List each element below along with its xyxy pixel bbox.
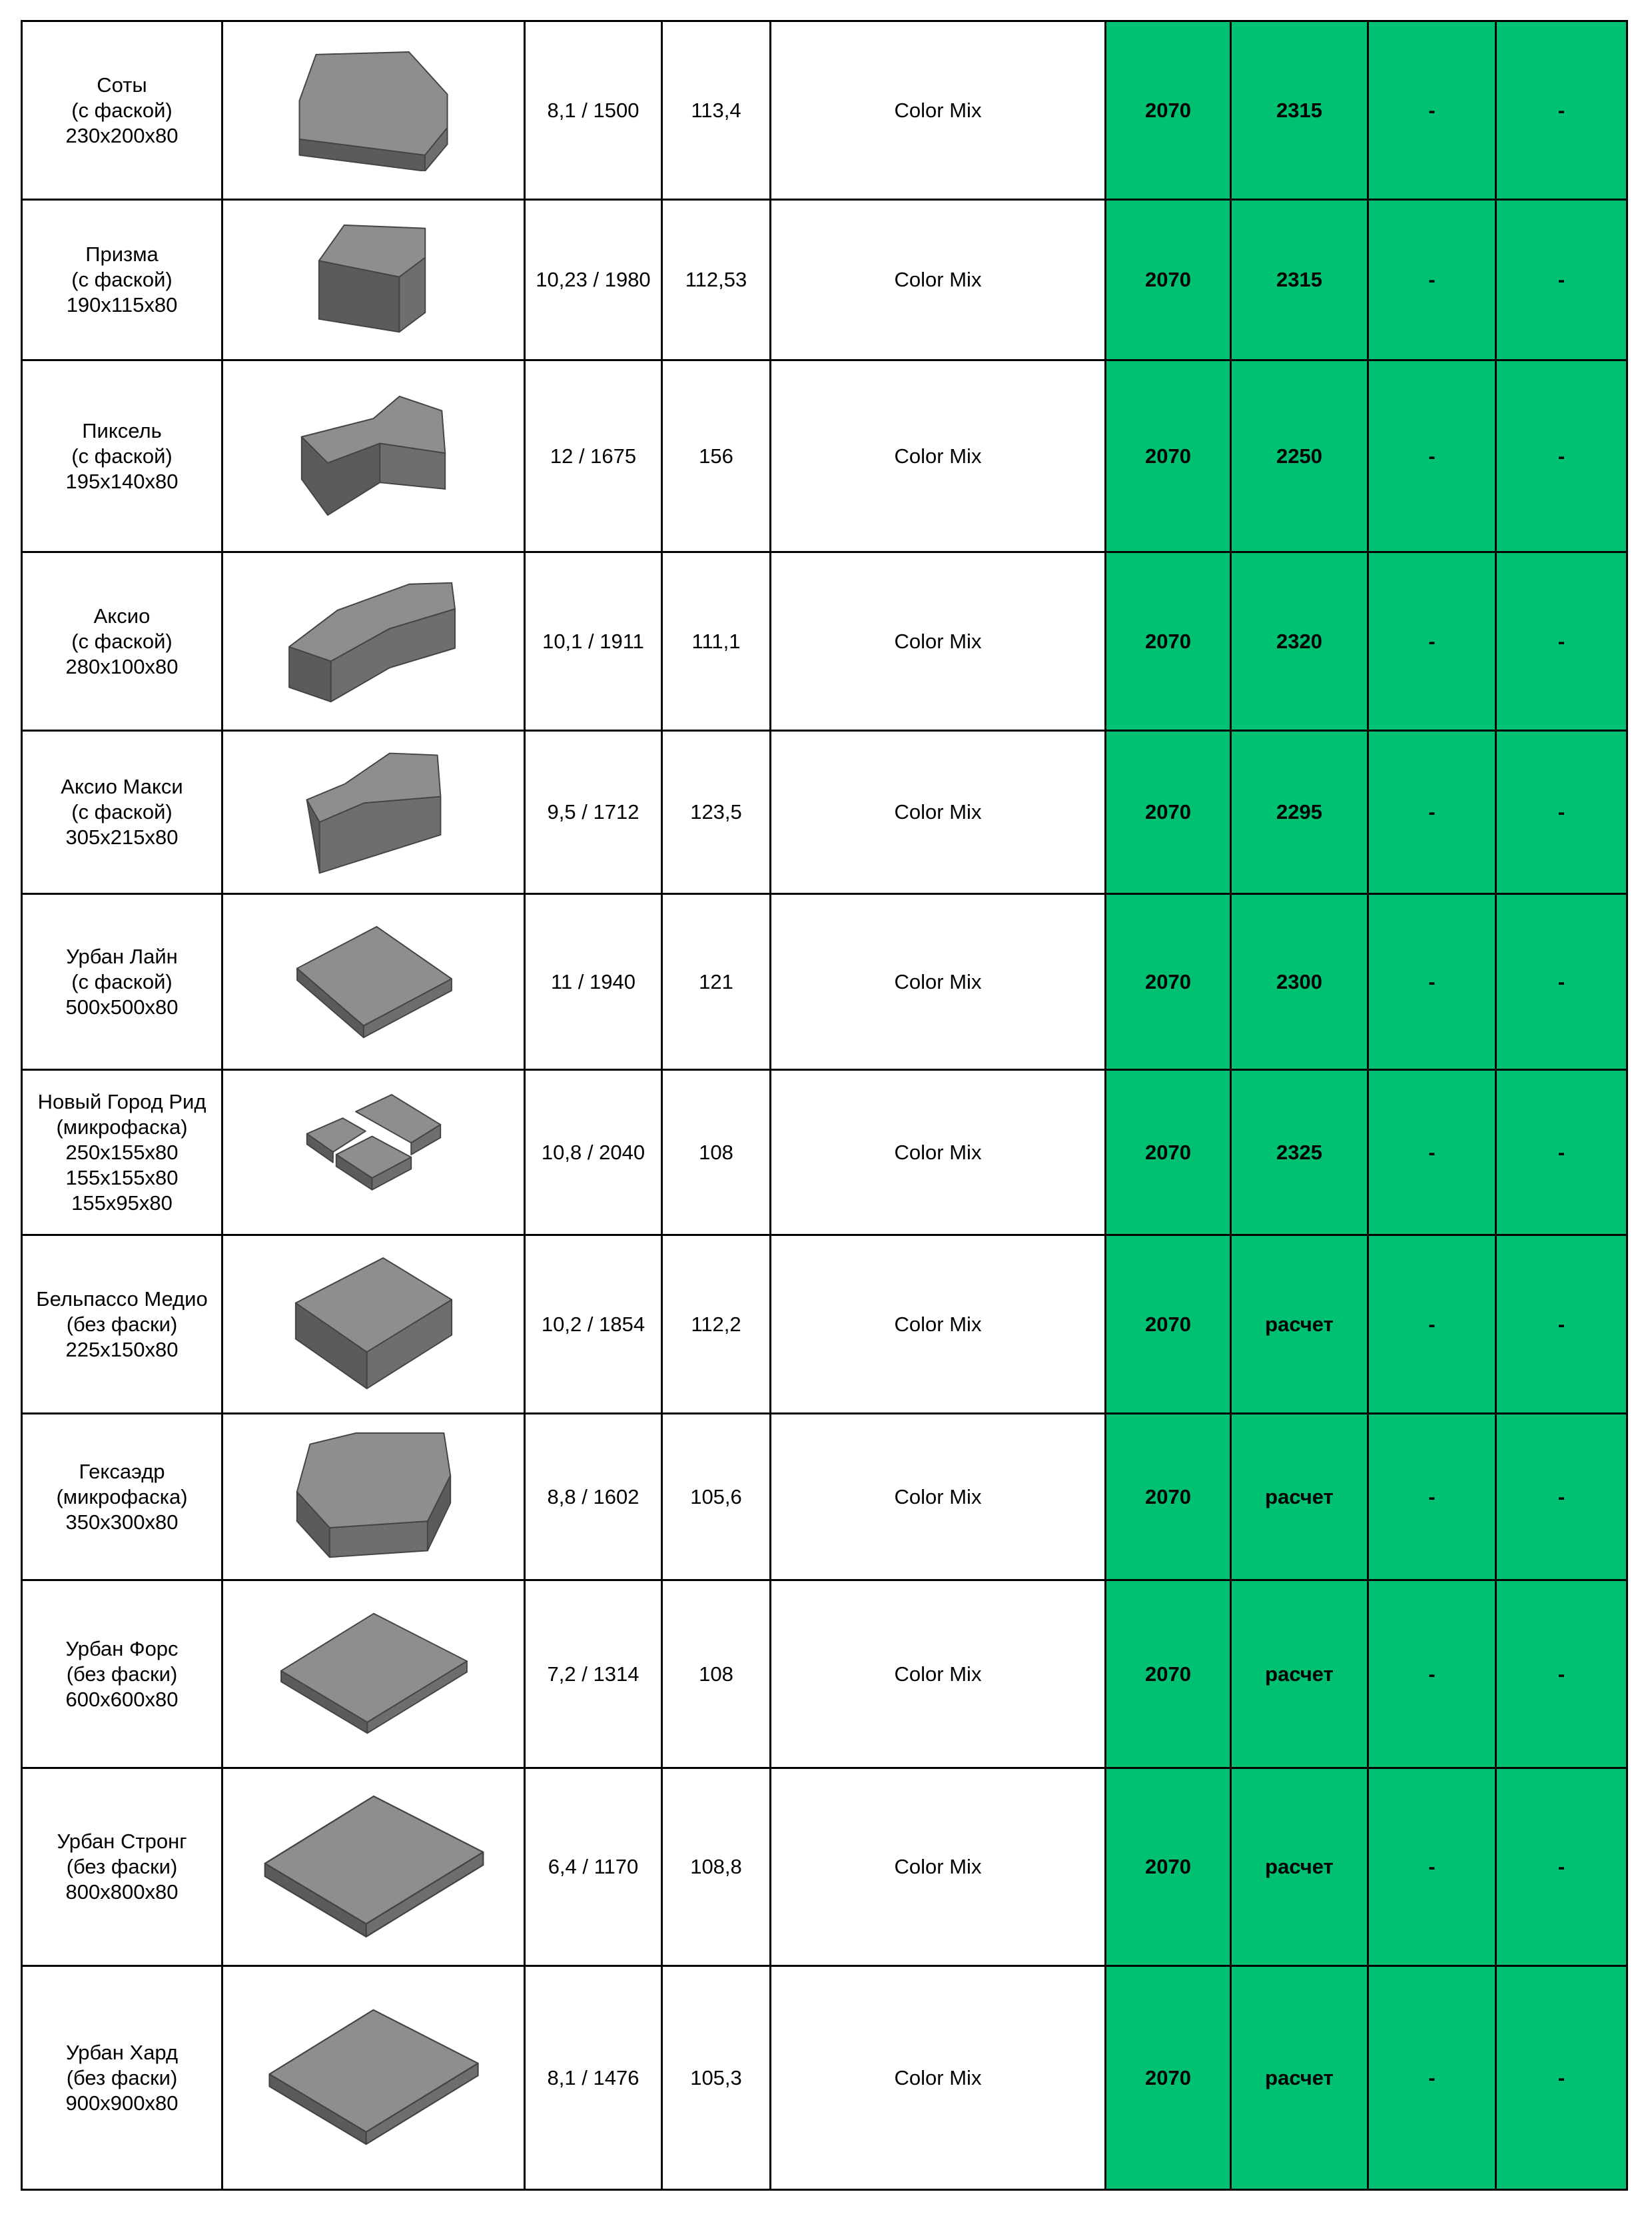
color-cell: Color Mix — [771, 731, 1106, 894]
table-row — [22, 1070, 1627, 1235]
weight-cell: 123,5 — [662, 731, 771, 894]
product-name-line: (без фаски) — [66, 2065, 178, 2089]
price-cell-1: 2070 — [1106, 1966, 1231, 2190]
product-name-cell — [22, 731, 222, 894]
quantity-cell: 8,1 / 1476 — [525, 1966, 662, 2190]
table-row — [22, 552, 1627, 731]
price-cell-3: - — [1368, 1070, 1496, 1235]
price-cell-3: - — [1368, 21, 1496, 200]
product-image-cell — [222, 21, 525, 200]
price-cell-2: 2250 — [1231, 360, 1368, 552]
color-cell: Color Mix — [771, 1768, 1106, 1966]
product-name-cell — [22, 200, 222, 360]
weight-cell: 121 — [662, 894, 771, 1070]
product-name-cell — [22, 1580, 222, 1768]
price-cell-3: - — [1368, 552, 1496, 731]
price-cell-2: расчет — [1231, 1768, 1368, 1966]
quantity-cell: 8,1 / 1500 — [525, 21, 662, 200]
product-name-line: 305x215x80 — [65, 826, 179, 849]
price-cell-4: - — [1496, 552, 1627, 731]
product-name-line: (без фаски) — [66, 1312, 178, 1336]
product-name-line: 155x155x80 — [65, 1165, 179, 1189]
price-cell-4: - — [1496, 21, 1627, 200]
quantity-cell: 12 / 1675 — [525, 360, 662, 552]
price-cell-3: - — [1368, 200, 1496, 360]
price-cell-1: 2070 — [1106, 731, 1231, 894]
product-name-line: Новый Город Рид — [37, 1089, 206, 1113]
color-cell: Color Mix — [771, 1966, 1106, 2190]
large-square-slab-icon — [260, 1792, 487, 1943]
large-square-slab-icon — [277, 1610, 470, 1738]
weight-cell: 105,3 — [662, 1966, 771, 2190]
product-name-line: Пиксель — [82, 418, 162, 442]
weight-cell: 156 — [662, 360, 771, 552]
product-name-line: (с фаской) — [71, 629, 173, 653]
price-cell-2: 2295 — [1231, 731, 1368, 894]
quantity-cell: 8,8 / 1602 — [525, 1414, 662, 1580]
price-cell-3: - — [1368, 1414, 1496, 1580]
product-name-line: (с фаской) — [71, 800, 173, 824]
price-cell-1: 2070 — [1106, 1580, 1231, 1768]
product-name-line: 195x140x80 — [65, 469, 179, 493]
large-square-slab-icon — [265, 2005, 482, 2150]
product-name-line: (без фаски) — [66, 1662, 178, 1686]
weight-cell: 108,8 — [662, 1768, 771, 1966]
quantity-cell: 10,1 / 1911 — [525, 552, 662, 731]
price-cell-1: 2070 — [1106, 1070, 1231, 1235]
price-cell-4: - — [1496, 731, 1627, 894]
price-cell-3: - — [1368, 360, 1496, 552]
table-row — [22, 1235, 1627, 1414]
table-row — [22, 1966, 1627, 2190]
price-cell-3: - — [1368, 1768, 1496, 1966]
product-name-line: Аксио — [93, 604, 151, 628]
product-name-line: (с фаской) — [71, 444, 173, 468]
table-row — [22, 360, 1627, 552]
product-name-line: Гексаэдр — [79, 1459, 165, 1483]
quantity-cell: 10,2 / 1854 — [525, 1235, 662, 1414]
rectangle-paver-icon — [292, 1254, 455, 1394]
price-cell-1: 2070 — [1106, 894, 1231, 1070]
color-cell: Color Mix — [771, 1070, 1106, 1235]
product-name-line: 190x115x80 — [66, 293, 178, 316]
product-name-line: (без фаски) — [66, 1855, 178, 1878]
table-row — [22, 1768, 1627, 1966]
price-cell-2: расчет — [1231, 1966, 1368, 2190]
quantity-cell: 11 / 1940 — [525, 894, 662, 1070]
product-image-cell — [222, 894, 525, 1070]
color-cell: Color Mix — [771, 1414, 1106, 1580]
table-body — [22, 21, 1627, 2190]
product-image-cell — [222, 1235, 525, 1414]
price-cell-1: 2070 — [1106, 1768, 1231, 1966]
price-cell-4: - — [1496, 1235, 1627, 1414]
price-cell-1: 2070 — [1106, 21, 1231, 200]
price-cell-3: - — [1368, 1235, 1496, 1414]
color-cell: Color Mix — [771, 1235, 1106, 1414]
hexagon-paver-icon — [290, 49, 457, 171]
product-image-cell — [222, 1580, 525, 1768]
price-cell-2: 2320 — [1231, 552, 1368, 731]
price-cell-3: - — [1368, 1966, 1496, 2190]
product-name-line: (с фаской) — [71, 98, 173, 122]
square-slab-icon — [292, 921, 455, 1042]
color-cell: Color Mix — [771, 21, 1106, 200]
product-name-line: Урбан Форс — [65, 1636, 179, 1660]
table-row — [22, 200, 1627, 360]
prism-paver-icon — [315, 222, 432, 338]
price-cell-2: расчет — [1231, 1414, 1368, 1580]
product-name-line: Урбан Лайн — [66, 944, 178, 968]
product-name-line: Соты — [97, 73, 147, 97]
price-cell-2: 2315 — [1231, 21, 1368, 200]
product-image-cell — [222, 552, 525, 731]
product-name-line: 225x150x80 — [65, 1337, 179, 1361]
price-cell-1: 2070 — [1106, 1414, 1231, 1580]
price-table — [21, 20, 1628, 2191]
price-cell-1: 2070 — [1106, 200, 1231, 360]
product-name-line: 600x600x80 — [65, 1687, 179, 1711]
curved-maxi-paver-icon — [300, 746, 447, 879]
table-row — [22, 21, 1627, 200]
multi-block-paver-icon — [300, 1092, 447, 1213]
product-name-cell — [22, 1414, 222, 1580]
price-cell-2: 2300 — [1231, 894, 1368, 1070]
table-row — [22, 1580, 1627, 1768]
price-cell-4: - — [1496, 200, 1627, 360]
product-image-cell — [222, 1768, 525, 1966]
weight-cell: 105,6 — [662, 1414, 771, 1580]
product-name-line: Урбан Хард — [65, 2040, 179, 2064]
price-cell-4: - — [1496, 1580, 1627, 1768]
product-name-cell — [22, 1070, 222, 1235]
product-name-line: (с фаской) — [71, 268, 173, 291]
product-name-cell — [22, 1768, 222, 1966]
product-name-line: 250x155x80 — [65, 1140, 179, 1164]
table-row — [22, 1414, 1627, 1580]
product-name-cell — [22, 1966, 222, 2190]
pixel-paver-icon — [295, 391, 452, 522]
product-image-cell — [222, 1070, 525, 1235]
price-cell-1: 2070 — [1106, 360, 1231, 552]
product-name-line: 350x300x80 — [65, 1510, 179, 1534]
price-cell-3: - — [1368, 1580, 1496, 1768]
weight-cell: 111,1 — [662, 552, 771, 731]
product-name-line: 230x200x80 — [65, 123, 179, 147]
hexahedron-paver-icon — [290, 1430, 457, 1564]
curved-paver-icon — [285, 576, 462, 707]
price-cell-4: - — [1496, 360, 1627, 552]
color-cell: Color Mix — [771, 1580, 1106, 1768]
weight-cell: 108 — [662, 1070, 771, 1235]
product-name-line: 155x95x80 — [71, 1191, 173, 1215]
product-name-line: (микрофаска) — [56, 1115, 188, 1139]
weight-cell: 112,2 — [662, 1235, 771, 1414]
weight-cell: 112,53 — [662, 200, 771, 360]
price-cell-4: - — [1496, 894, 1627, 1070]
quantity-cell: 7,2 / 1314 — [525, 1580, 662, 1768]
color-cell: Color Mix — [771, 200, 1106, 360]
price-cell-2: расчет — [1231, 1580, 1368, 1768]
product-name-line: Аксио Макси — [61, 775, 183, 798]
price-cell-2: 2325 — [1231, 1070, 1368, 1235]
color-cell: Color Mix — [771, 894, 1106, 1070]
table-row — [22, 731, 1627, 894]
product-image-cell — [222, 1414, 525, 1580]
product-image-cell — [222, 1966, 525, 2190]
price-cell-2: 2315 — [1231, 200, 1368, 360]
weight-cell: 113,4 — [662, 21, 771, 200]
product-name-line: 280x100x80 — [65, 654, 179, 678]
product-name-cell — [22, 360, 222, 552]
price-cell-4: - — [1496, 1966, 1627, 2190]
product-image-cell — [222, 731, 525, 894]
product-name-line: (микрофаска) — [56, 1484, 188, 1508]
product-name-line: Урбан Стронг — [57, 1830, 187, 1853]
product-name-line: 900x900x80 — [65, 2091, 179, 2115]
product-name-cell — [22, 894, 222, 1070]
weight-cell: 108 — [662, 1580, 771, 1768]
product-name-cell — [22, 552, 222, 731]
product-name-line: Призма — [85, 243, 159, 266]
quantity-cell: 10,8 / 2040 — [525, 1070, 662, 1235]
product-image-cell — [222, 360, 525, 552]
price-cell-2: расчет — [1231, 1235, 1368, 1414]
quantity-cell: 6,4 / 1170 — [525, 1768, 662, 1966]
product-name-line: 800x800x80 — [65, 1880, 179, 1904]
table-row — [22, 894, 1627, 1070]
product-image-cell — [222, 200, 525, 360]
quantity-cell: 10,23 / 1980 — [525, 200, 662, 360]
price-cell-4: - — [1496, 1414, 1627, 1580]
price-cell-3: - — [1368, 894, 1496, 1070]
quantity-cell: 9,5 / 1712 — [525, 731, 662, 894]
price-cell-1: 2070 — [1106, 1235, 1231, 1414]
color-cell: Color Mix — [771, 360, 1106, 552]
product-name-line: Бельпассо Медио — [36, 1287, 208, 1311]
price-cell-4: - — [1496, 1070, 1627, 1235]
price-cell-4: - — [1496, 1768, 1627, 1966]
product-name-line: 500x500x80 — [65, 995, 179, 1019]
product-name-cell — [22, 1235, 222, 1414]
color-cell: Color Mix — [771, 552, 1106, 731]
price-cell-1: 2070 — [1106, 552, 1231, 731]
price-cell-3: - — [1368, 731, 1496, 894]
product-name-line: (с фаской) — [71, 969, 173, 993]
product-name-cell — [22, 21, 222, 200]
